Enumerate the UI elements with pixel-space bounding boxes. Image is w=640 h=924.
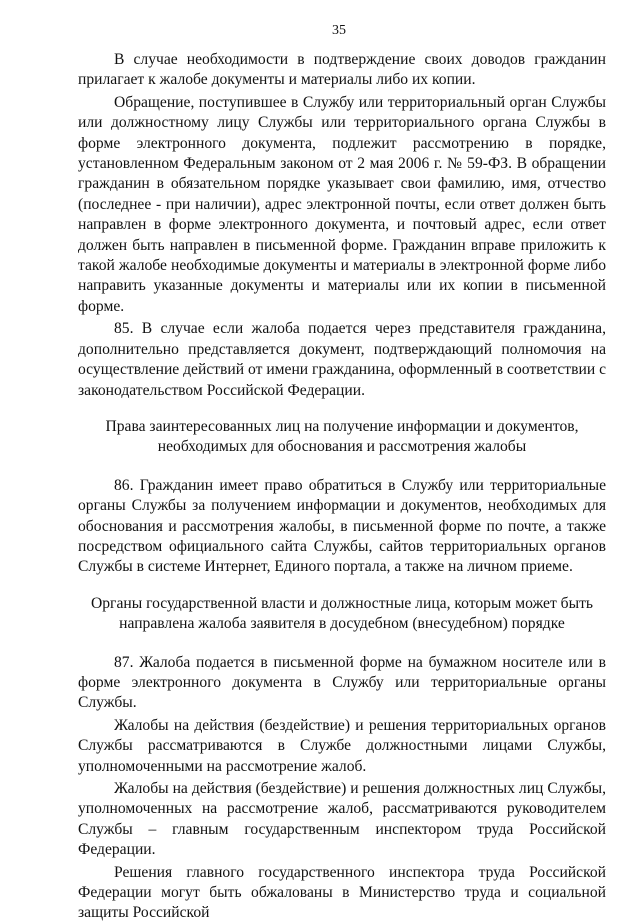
- paragraph-attachments: В случае необходимости в подтверждение своих доводов гражданин прилагает к жалобе документы и материалы либо их копии.: [78, 51, 606, 89]
- paragraph-87: 87. Жалоба подается в письменной форме на бумажном носителе или в форме электронного документа в Службу или территориальные органы Службы.: [78, 653, 606, 712]
- paragraph-territorial-complaints: Жалобы на действия (бездействие) и решения территориальных органов Службы рассматриваются в Службе должностными лицами Службы, уполномоченными на рассмотрение жалоб.: [78, 716, 606, 775]
- paragraph-official-complaints: Жалобы на действия (бездействие) и решения должностных лиц Службы, уполномоченных на рассмотрение жалоб, рассматриваются руководителем Службы – главным государственным инспектором труда Российской Федерации.: [78, 780, 606, 859]
- paragraph-86: 86. Гражданин имеет право обратиться в Службу или территориальные органы Службы за получением информации и документов, необходимых для обоснования и рассмотрения жалобы, в письменной форме по почте, а также посредством официального сайта Службы, сайтов территориальных органов Службы в системе Интернет, Единого портала, а также на личном приеме.: [78, 476, 606, 576]
- page-number: 35: [332, 23, 346, 38]
- paragraph-85: 85. В случае если жалоба подается через представителя гражданина, дополнительно представляется документ, подтверждающий полномочия на осуществление действий от имени гражданина, оформленный в соответствии с законодательством Российской Федерации.: [78, 320, 606, 399]
- paragraph-chief-inspector-decisions: Решения главного государственного инспектора труда Российской Федерации могут быть обжалованы в Министерство труда и социальной защиты Российской: [78, 863, 606, 922]
- section-heading-rights: Права заинтересованных лиц на получение информации и документов, необходимых для обоснования и рассмотрения жалобы: [105, 417, 579, 456]
- paragraph-electronic-appeal: Обращение, поступившее в Службу или территориальный орган Службы или должностному лицу Службы или территориального органа Службы в форме электронного документа, подлежит рассмотрению в порядке, установленном Федеральным законом от 2 мая 2006 г. № 59-ФЗ. В обращении гражданин в обязательном порядке указывает свои фамилию, имя, отчество (последнее - при наличии), адрес электронной почты, если ответ должен быть направлен в форме электронного документа, и почтовый адрес, если ответ должен быть направлен в письменной форме. Гражданин вправе приложить к такой жалобе необходимые документы и материалы в электронной форме либо направить указанные документы и материалы или их копии в письменной форме.: [78, 93, 606, 315]
- section-heading-authorities: Органы государственной власти и должностные лица, которым может быть направлена жалоба заявителя в досудебном (внесудебном) порядке: [90, 594, 594, 633]
